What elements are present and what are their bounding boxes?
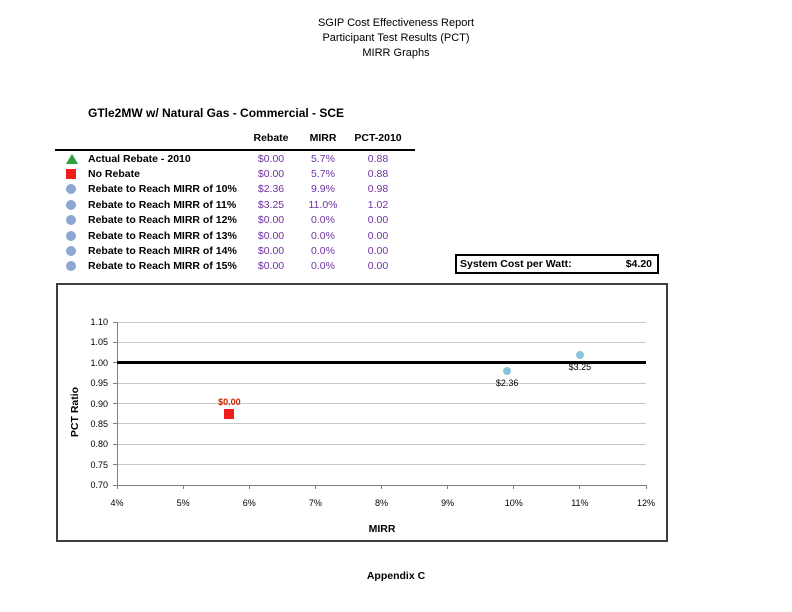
table-row: [55, 197, 415, 212]
data-point-circle: [503, 367, 511, 375]
gridline: [117, 322, 646, 323]
col-header-rebate: Rebate: [253, 132, 289, 144]
y-tick-label: 0.90: [90, 398, 108, 409]
report-title-line-1: SGIP Cost Effectiveness Report: [317, 17, 475, 29]
y-tick-label: 1.00: [90, 357, 108, 368]
x-tick-label: 4%: [110, 498, 124, 508]
y-axis-title: PCT Ratio: [69, 386, 81, 438]
legend-table: [55, 132, 415, 274]
x-tick-label: 5%: [176, 498, 190, 508]
x-axis-title: MIRR: [368, 523, 396, 535]
row-label: No Rebate: [88, 168, 140, 181]
row-pct-value: 0.00: [367, 214, 389, 227]
row-pct-value: 0.00: [367, 245, 389, 258]
row-mirr-value: 0.0%: [311, 245, 335, 258]
row-label: Rebate to Reach MIRR of 15%: [88, 260, 237, 273]
table-row: [55, 151, 415, 166]
x-axis-line: [117, 485, 647, 486]
row-rebate-value: $3.25: [257, 198, 285, 211]
row-pct-value: 0.00: [367, 260, 389, 273]
x-tick-label: 6%: [242, 498, 256, 508]
row-mirr-value: 0.0%: [311, 214, 335, 227]
row-label: Rebate to Reach MIRR of 10%: [88, 183, 237, 196]
col-header-pct: PCT-2010: [354, 132, 402, 144]
circle-marker-icon: [66, 184, 76, 194]
data-point-circle: [576, 351, 584, 359]
point-label: $3.25: [568, 361, 592, 372]
gridline: [117, 423, 646, 424]
mirr-chart: [56, 283, 668, 542]
row-label: Rebate to Reach MIRR of 12%: [88, 214, 237, 227]
row-rebate-value: $0.00: [257, 168, 285, 181]
x-tick-label: 11%: [571, 498, 589, 508]
y-tick-label: 0.95: [90, 378, 108, 389]
row-pct-value: 0.00: [367, 229, 389, 242]
row-rebate-value: $0.00: [257, 152, 285, 165]
y-tick-label: 1.05: [90, 337, 108, 348]
table-row: [55, 259, 415, 274]
row-label: Rebate to Reach MIRR of 14%: [88, 245, 237, 258]
point-label: $0.00: [218, 396, 241, 407]
gridline: [117, 444, 646, 445]
x-tick-label: 12%: [636, 498, 655, 508]
data-point-square: [224, 409, 234, 419]
col-header-mirr: MIRR: [309, 132, 337, 144]
report-title-line-2: Participant Test Results (PCT): [322, 32, 470, 44]
row-label: Rebate to Reach MIRR of 11%: [88, 198, 237, 211]
circle-marker-icon: [66, 200, 76, 210]
x-tick-label: 9%: [441, 498, 455, 508]
square-marker-icon: [66, 169, 76, 179]
row-mirr-value: 9.9%: [311, 183, 335, 196]
point-label: $2.36: [495, 377, 519, 388]
system-cost-box: [455, 254, 659, 274]
row-rebate-value: $0.00: [257, 260, 285, 273]
row-pct-value: 0.88: [367, 152, 389, 165]
row-mirr-value: 5.7%: [311, 152, 335, 165]
gridline: [117, 464, 646, 465]
row-mirr-value: 5.7%: [311, 168, 335, 181]
gridline: [117, 403, 646, 404]
table-header-row: [55, 132, 415, 148]
row-pct-value: 1.02: [367, 198, 389, 211]
table-row: [55, 213, 415, 228]
system-cost-label: System Cost per Watt:: [460, 258, 572, 270]
row-mirr-value: 0.0%: [311, 229, 335, 242]
y-tick-label: 0.70: [90, 480, 108, 490]
table-row: [55, 228, 415, 243]
row-mirr-value: 0.0%: [311, 260, 335, 273]
system-cost-value: $4.20: [625, 258, 652, 270]
row-pct-value: 0.98: [367, 183, 389, 196]
circle-marker-icon: [66, 231, 76, 241]
y-axis-line: [117, 322, 118, 485]
row-label: Rebate to Reach MIRR of 13%: [88, 229, 237, 242]
row-rebate-value: $0.00: [257, 229, 285, 242]
circle-marker-icon: [66, 215, 76, 225]
row-label: Actual Rebate - 2010: [88, 152, 191, 165]
section-title: GTle2MW w/ Natural Gas - Commercial - SCE: [88, 106, 345, 120]
y-tick-label: 0.75: [90, 459, 108, 470]
footer-appendix: Appendix C: [366, 570, 426, 582]
y-tick-label: 0.80: [90, 439, 108, 450]
x-tick-label: 7%: [308, 498, 322, 508]
report-title-line-3: MIRR Graphs: [362, 47, 430, 59]
row-pct-value: 0.88: [367, 168, 389, 181]
x-tick-label: 8%: [374, 498, 388, 508]
y-tick-label: 1.10: [90, 317, 108, 327]
row-rebate-value: $2.36: [257, 183, 285, 196]
table-row: [55, 182, 415, 197]
circle-marker-icon: [66, 261, 76, 271]
gridline: [117, 383, 646, 384]
gridline: [117, 342, 646, 343]
report-title-block: [0, 16, 792, 61]
x-tick-label: 10%: [504, 498, 523, 508]
row-mirr-value: 11.0%: [308, 198, 338, 211]
table-row: [55, 243, 415, 258]
row-rebate-value: $0.00: [257, 214, 285, 227]
row-rebate-value: $0.00: [257, 245, 285, 258]
y-tick-label: 0.85: [90, 418, 108, 429]
table-row: [55, 166, 415, 181]
circle-marker-icon: [66, 246, 76, 256]
triangle-marker-icon: [66, 154, 78, 164]
